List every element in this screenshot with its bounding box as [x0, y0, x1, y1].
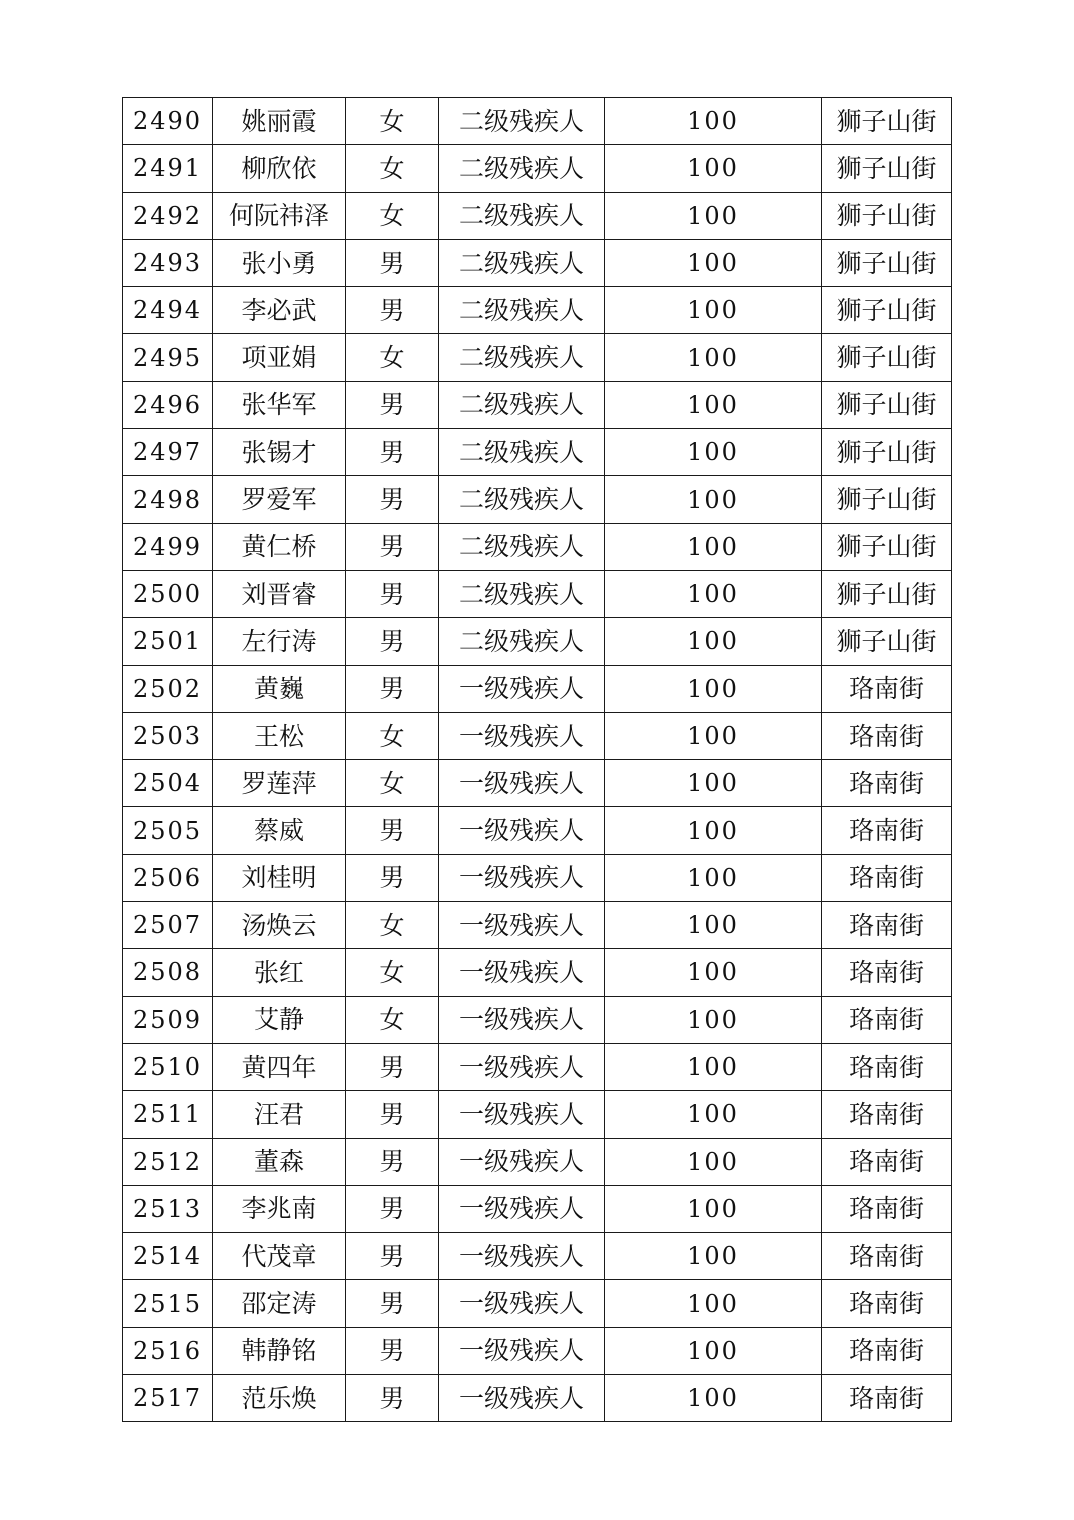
- disability-level-cell: 二级残疾人: [439, 145, 605, 192]
- street-cell: 珞南街: [822, 807, 952, 854]
- gender-cell: 男: [346, 807, 439, 854]
- name-cell: 李必武: [213, 287, 346, 334]
- gender-cell: 女: [346, 949, 439, 996]
- serial-number-cell: 2503: [123, 712, 213, 759]
- table-row: [123, 334, 952, 381]
- street-cell: 狮子山街: [822, 618, 952, 665]
- disability-level-cell: 一级残疾人: [439, 1327, 605, 1374]
- serial-number-cell: 2498: [123, 476, 213, 523]
- disability-level-cell: 一级残疾人: [439, 712, 605, 759]
- gender-cell: 女: [346, 712, 439, 759]
- street-cell: 珞南街: [822, 712, 952, 759]
- street-cell: 狮子山街: [822, 287, 952, 334]
- serial-number-cell: 2500: [123, 570, 213, 617]
- gender-cell: 男: [346, 1280, 439, 1327]
- amount-cell: 100: [605, 570, 822, 617]
- name-cell: 汪君: [213, 1091, 346, 1138]
- gender-cell: 女: [346, 192, 439, 239]
- street-cell: 珞南街: [822, 665, 952, 712]
- serial-number-cell: 2515: [123, 1280, 213, 1327]
- table-row: [123, 618, 952, 665]
- disability-level-cell: 一级残疾人: [439, 1375, 605, 1422]
- street-cell: 珞南街: [822, 949, 952, 996]
- table-row: [123, 949, 952, 996]
- disability-level-cell: 一级残疾人: [439, 1043, 605, 1090]
- street-cell: 狮子山街: [822, 570, 952, 617]
- serial-number-cell: 2495: [123, 334, 213, 381]
- table-row: [123, 476, 952, 523]
- name-cell: 汤焕云: [213, 902, 346, 949]
- disability-level-cell: 二级残疾人: [439, 618, 605, 665]
- table-row: [123, 760, 952, 807]
- serial-number-cell: 2517: [123, 1375, 213, 1422]
- name-cell: 艾静: [213, 996, 346, 1043]
- name-cell: 刘桂明: [213, 854, 346, 901]
- gender-cell: 男: [346, 287, 439, 334]
- name-cell: 李兆南: [213, 1185, 346, 1232]
- amount-cell: 100: [605, 429, 822, 476]
- name-cell: 张小勇: [213, 239, 346, 286]
- street-cell: 珞南街: [822, 996, 952, 1043]
- disability-level-cell: 一级残疾人: [439, 1233, 605, 1280]
- street-cell: 珞南街: [822, 1280, 952, 1327]
- table-row: [123, 98, 952, 145]
- amount-cell: 100: [605, 1233, 822, 1280]
- table-row: [123, 1280, 952, 1327]
- street-cell: 狮子山街: [822, 334, 952, 381]
- amount-cell: 100: [605, 1375, 822, 1422]
- serial-number-cell: 2492: [123, 192, 213, 239]
- gender-cell: 男: [346, 523, 439, 570]
- name-cell: 张锡才: [213, 429, 346, 476]
- amount-cell: 100: [605, 665, 822, 712]
- serial-number-cell: 2506: [123, 854, 213, 901]
- amount-cell: 100: [605, 1280, 822, 1327]
- disability-level-cell: 二级残疾人: [439, 381, 605, 428]
- amount-cell: 100: [605, 1138, 822, 1185]
- name-cell: 柳欣依: [213, 145, 346, 192]
- name-cell: 黄四年: [213, 1043, 346, 1090]
- disability-level-cell: 一级残疾人: [439, 665, 605, 712]
- disability-level-cell: 一级残疾人: [439, 949, 605, 996]
- street-cell: 珞南街: [822, 854, 952, 901]
- gender-cell: 男: [346, 476, 439, 523]
- name-cell: 罗爱军: [213, 476, 346, 523]
- disability-level-cell: 二级残疾人: [439, 476, 605, 523]
- table-row: [123, 902, 952, 949]
- table-row: [123, 1043, 952, 1090]
- amount-cell: 100: [605, 1043, 822, 1090]
- table-row: [123, 665, 952, 712]
- amount-cell: 100: [605, 239, 822, 286]
- amount-cell: 100: [605, 949, 822, 996]
- disability-level-cell: 二级残疾人: [439, 192, 605, 239]
- serial-number-cell: 2490: [123, 98, 213, 145]
- table-row: [123, 712, 952, 759]
- gender-cell: 男: [346, 665, 439, 712]
- serial-number-cell: 2502: [123, 665, 213, 712]
- name-cell: 罗莲萍: [213, 760, 346, 807]
- table-row: [123, 1327, 952, 1374]
- table-row: [123, 570, 952, 617]
- gender-cell: 男: [346, 1327, 439, 1374]
- gender-cell: 男: [346, 570, 439, 617]
- serial-number-cell: 2504: [123, 760, 213, 807]
- amount-cell: 100: [605, 854, 822, 901]
- street-cell: 狮子山街: [822, 239, 952, 286]
- amount-cell: 100: [605, 618, 822, 665]
- disability-level-cell: 一级残疾人: [439, 1138, 605, 1185]
- street-cell: 狮子山街: [822, 523, 952, 570]
- serial-number-cell: 2505: [123, 807, 213, 854]
- gender-cell: 女: [346, 98, 439, 145]
- disability-level-cell: 一级残疾人: [439, 1091, 605, 1138]
- name-cell: 韩静铭: [213, 1327, 346, 1374]
- serial-number-cell: 2513: [123, 1185, 213, 1232]
- gender-cell: 男: [346, 854, 439, 901]
- amount-cell: 100: [605, 98, 822, 145]
- name-cell: 蔡威: [213, 807, 346, 854]
- serial-number-cell: 2496: [123, 381, 213, 428]
- amount-cell: 100: [605, 996, 822, 1043]
- gender-cell: 女: [346, 145, 439, 192]
- amount-cell: 100: [605, 192, 822, 239]
- amount-cell: 100: [605, 1327, 822, 1374]
- disability-level-cell: 二级残疾人: [439, 287, 605, 334]
- amount-cell: 100: [605, 334, 822, 381]
- disability-level-cell: 一级残疾人: [439, 1280, 605, 1327]
- name-cell: 张华军: [213, 381, 346, 428]
- table-row: [123, 145, 952, 192]
- serial-number-cell: 2514: [123, 1233, 213, 1280]
- serial-number-cell: 2508: [123, 949, 213, 996]
- disability-level-cell: 二级残疾人: [439, 334, 605, 381]
- disability-level-cell: 一级残疾人: [439, 760, 605, 807]
- table-row: [123, 854, 952, 901]
- name-cell: 黄仁桥: [213, 523, 346, 570]
- gender-cell: 男: [346, 1091, 439, 1138]
- disability-level-cell: 二级残疾人: [439, 523, 605, 570]
- amount-cell: 100: [605, 902, 822, 949]
- amount-cell: 100: [605, 381, 822, 428]
- name-cell: 何阮祎泽: [213, 192, 346, 239]
- name-cell: 邵定涛: [213, 1280, 346, 1327]
- subsidy-list-table: [122, 97, 952, 1422]
- name-cell: 王松: [213, 712, 346, 759]
- street-cell: 狮子山街: [822, 192, 952, 239]
- serial-number-cell: 2511: [123, 1091, 213, 1138]
- name-cell: 项亚娟: [213, 334, 346, 381]
- serial-number-cell: 2497: [123, 429, 213, 476]
- gender-cell: 男: [346, 1185, 439, 1232]
- table-row: [123, 429, 952, 476]
- street-cell: 珞南街: [822, 1375, 952, 1422]
- table-row: [123, 381, 952, 428]
- table-body: [123, 98, 952, 1422]
- name-cell: 黄巍: [213, 665, 346, 712]
- gender-cell: 男: [346, 1375, 439, 1422]
- amount-cell: 100: [605, 712, 822, 759]
- serial-number-cell: 2499: [123, 523, 213, 570]
- serial-number-cell: 2501: [123, 618, 213, 665]
- disability-level-cell: 一级残疾人: [439, 996, 605, 1043]
- table-row: [123, 239, 952, 286]
- street-cell: 珞南街: [822, 1185, 952, 1232]
- table-row: [123, 1091, 952, 1138]
- table-row: [123, 996, 952, 1043]
- serial-number-cell: 2494: [123, 287, 213, 334]
- street-cell: 狮子山街: [822, 381, 952, 428]
- gender-cell: 男: [346, 1043, 439, 1090]
- table-row: [123, 523, 952, 570]
- serial-number-cell: 2510: [123, 1043, 213, 1090]
- gender-cell: 男: [346, 1233, 439, 1280]
- disability-level-cell: 一级残疾人: [439, 902, 605, 949]
- gender-cell: 女: [346, 334, 439, 381]
- amount-cell: 100: [605, 1091, 822, 1138]
- disability-level-cell: 二级残疾人: [439, 239, 605, 286]
- name-cell: 张红: [213, 949, 346, 996]
- amount-cell: 100: [605, 760, 822, 807]
- amount-cell: 100: [605, 287, 822, 334]
- street-cell: 狮子山街: [822, 476, 952, 523]
- street-cell: 珞南街: [822, 760, 952, 807]
- gender-cell: 男: [346, 381, 439, 428]
- street-cell: 狮子山街: [822, 145, 952, 192]
- table-row: [123, 1185, 952, 1232]
- amount-cell: 100: [605, 807, 822, 854]
- table-row: [123, 1138, 952, 1185]
- table-row: [123, 192, 952, 239]
- disability-level-cell: 二级残疾人: [439, 570, 605, 617]
- amount-cell: 100: [605, 1185, 822, 1232]
- serial-number-cell: 2493: [123, 239, 213, 286]
- serial-number-cell: 2509: [123, 996, 213, 1043]
- amount-cell: 100: [605, 523, 822, 570]
- serial-number-cell: 2491: [123, 145, 213, 192]
- name-cell: 董森: [213, 1138, 346, 1185]
- amount-cell: 100: [605, 145, 822, 192]
- table-row: [123, 287, 952, 334]
- table-row: [123, 807, 952, 854]
- gender-cell: 女: [346, 902, 439, 949]
- gender-cell: 女: [346, 996, 439, 1043]
- street-cell: 狮子山街: [822, 98, 952, 145]
- table-row: [123, 1233, 952, 1280]
- name-cell: 左行涛: [213, 618, 346, 665]
- disability-level-cell: 一级残疾人: [439, 854, 605, 901]
- gender-cell: 男: [346, 239, 439, 286]
- serial-number-cell: 2516: [123, 1327, 213, 1374]
- street-cell: 珞南街: [822, 1091, 952, 1138]
- disability-level-cell: 一级残疾人: [439, 1185, 605, 1232]
- gender-cell: 男: [346, 429, 439, 476]
- disability-level-cell: 二级残疾人: [439, 429, 605, 476]
- street-cell: 珞南街: [822, 902, 952, 949]
- street-cell: 珞南街: [822, 1043, 952, 1090]
- street-cell: 珞南街: [822, 1233, 952, 1280]
- disability-level-cell: 一级残疾人: [439, 807, 605, 854]
- name-cell: 姚丽霞: [213, 98, 346, 145]
- street-cell: 狮子山街: [822, 429, 952, 476]
- name-cell: 刘晋睿: [213, 570, 346, 617]
- street-cell: 珞南街: [822, 1138, 952, 1185]
- gender-cell: 男: [346, 618, 439, 665]
- name-cell: 范乐焕: [213, 1375, 346, 1422]
- disability-level-cell: 二级残疾人: [439, 98, 605, 145]
- amount-cell: 100: [605, 476, 822, 523]
- serial-number-cell: 2507: [123, 902, 213, 949]
- gender-cell: 女: [346, 760, 439, 807]
- table-row: [123, 1375, 952, 1422]
- name-cell: 代茂章: [213, 1233, 346, 1280]
- gender-cell: 男: [346, 1138, 439, 1185]
- serial-number-cell: 2512: [123, 1138, 213, 1185]
- street-cell: 珞南街: [822, 1327, 952, 1374]
